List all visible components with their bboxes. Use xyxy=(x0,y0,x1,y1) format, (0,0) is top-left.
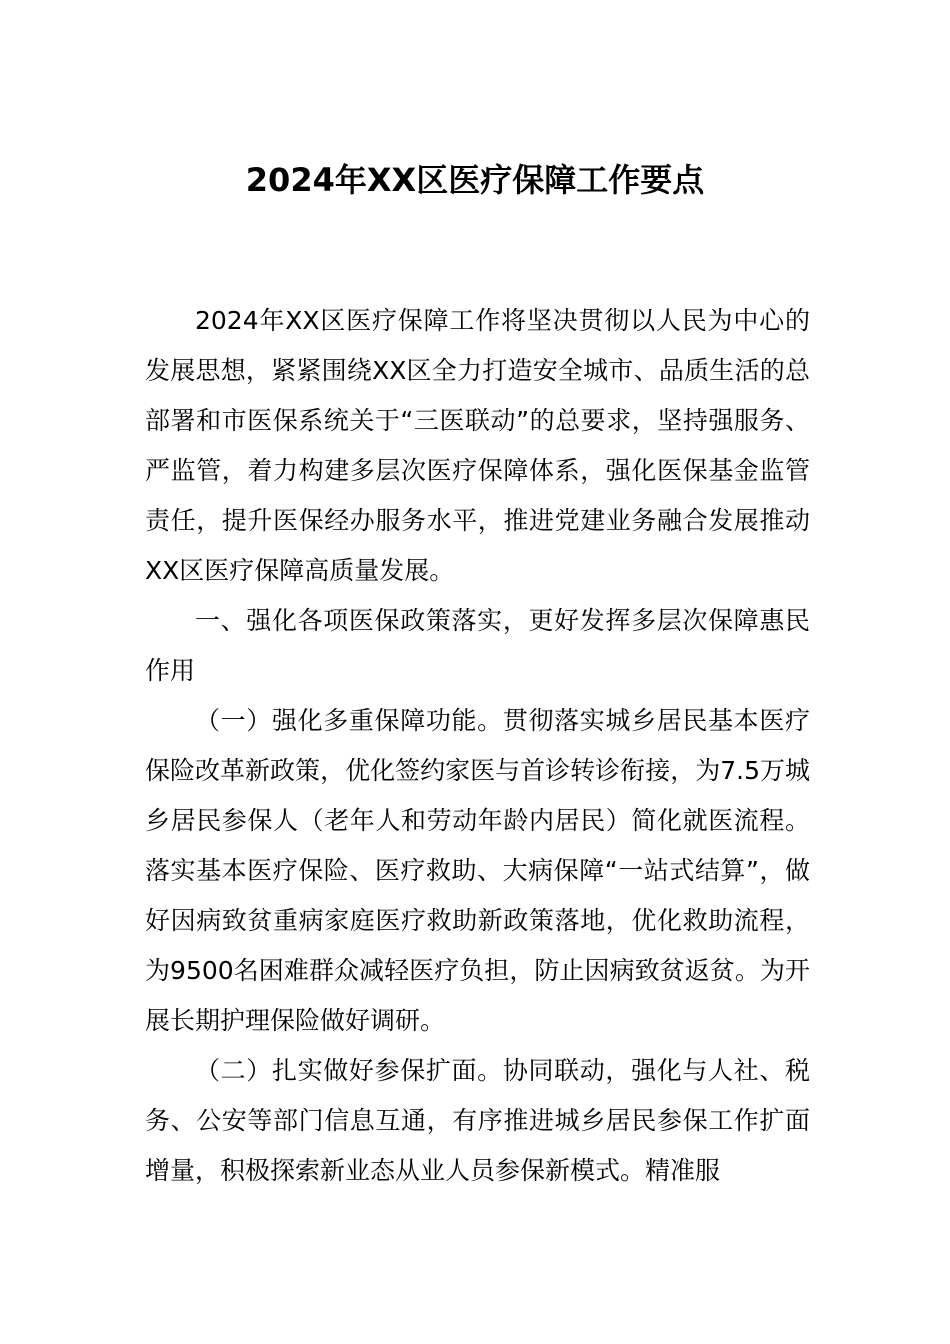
section-heading-1: 一、强化各项医保政策落实，更好发挥多层次保障惠民作用 xyxy=(145,606,810,685)
document-body xyxy=(145,296,810,1196)
subsection-paragraph-1: （一）强化多重保障功能。贯彻落实城乡居民基本医疗保险改革新政策，优化签约家医与首诊转诊衔接，为7.5万城乡居民参保人（老年人和劳动年龄内居民）简化就医流程。落实基本医疗保险、医疗救助、大病保障“一站式结算”，做好因病致贫重病家庭医疗救助新政策落地，优化救助流程，为9500名困难群众减轻医疗负担，防止因病致贫返贫。为开展长期护理保险做好调研。 xyxy=(145,706,810,1035)
intro-paragraph: 2024年XX区医疗保障工作将坚决贯彻以人民为中心的发展思想，紧紧围绕XX区全力打造安全城市、品质生活的总部署和市医保系统关于“三医联动”的总要求，坚持强服务、严监管，着力构建多层次医疗保障体系，强化医保基金监管责任，提升医保经办服务水平，推进党建业务融合发展推动XX区医疗保障高质量发展。 xyxy=(145,306,810,585)
subsection-paragraph-2: （二）扎实做好参保扩面。协同联动，强化与人社、税务、公安等部门信息互通，有序推进城乡居民参保工作扩面增量，积极探索新业态从业人员参保新模式。精准服 xyxy=(145,1056,810,1185)
document-title: 2024年XX区医疗保障工作要点 xyxy=(245,161,705,199)
